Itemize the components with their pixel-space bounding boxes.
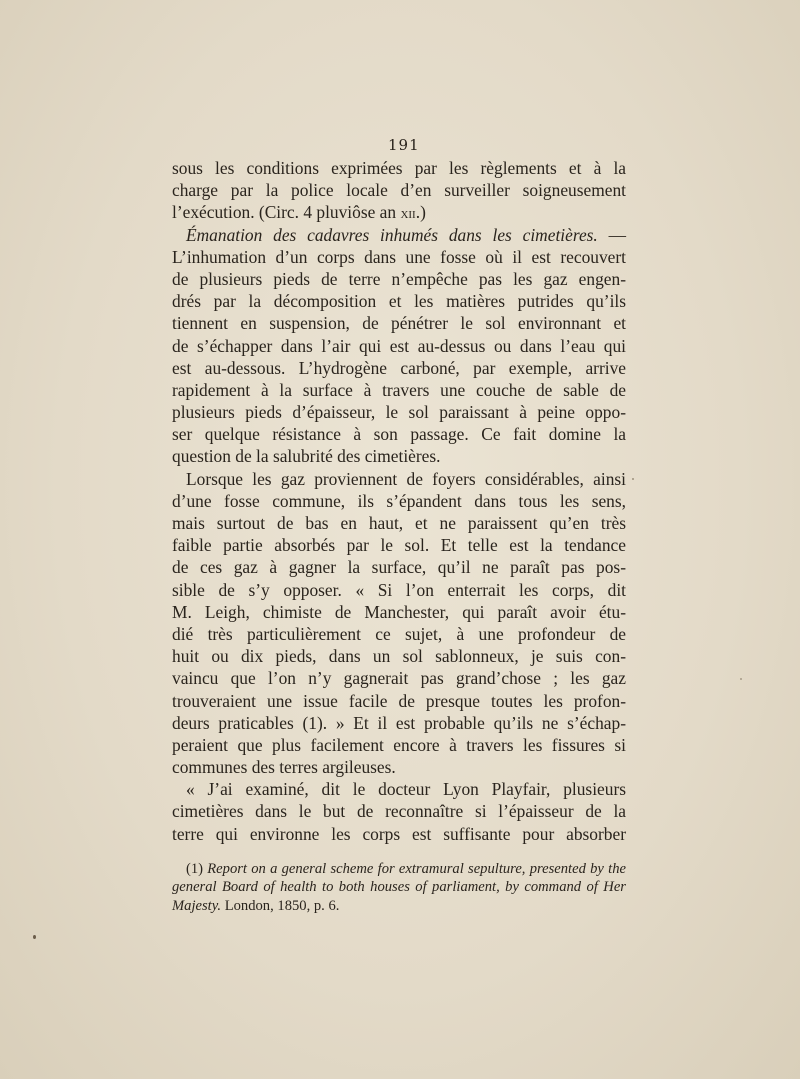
text-line: question de la salubrité des cimetières. xyxy=(172,446,441,467)
text-line: peraient que plus facilement encore à travers les fissures si xyxy=(172,734,626,755)
text-line: cimetières dans le but de reconnaître si l’épaisseur de la xyxy=(172,801,626,822)
paper-speck xyxy=(33,935,36,939)
text-line: est au-dessous. L’hydrogène carboné, par exemple, arrive xyxy=(172,357,626,378)
footnote-rest: London, 1850, p. 6. xyxy=(221,897,340,914)
text-line: sible de s’y opposer. « Si l’on enterrait les corps, dit xyxy=(172,579,626,600)
circ-prefix: l’exécution. (Circ. 4 pluviôse an xyxy=(172,202,401,223)
text-line: trouveraient une issue facile de presque toutes les profon- xyxy=(172,690,626,711)
text-line: communes des terres argileuses. xyxy=(172,757,396,778)
section-dash: — xyxy=(597,224,626,245)
footnote-line: general Board of health to both houses of parliament, by command of Her xyxy=(172,879,626,896)
text-line: Lorsque les gaz proviennent de foyers considérables, ainsi xyxy=(186,468,626,489)
text-line: mais surtout de bas en haut, et ne paraissent qu’en très xyxy=(172,513,626,533)
text-line: de s’échapper dans l’air qui est au-dessus ou dans l’eau qui xyxy=(172,335,626,356)
text-line: sous les conditions exprimées par les règlements et à la xyxy=(172,158,626,178)
text-line: huit ou dix pieds, dans un sol sablonneux, je suis con- xyxy=(172,646,626,667)
footnote-text: Report on a general scheme for extramural sepulture, presented by the xyxy=(207,861,626,877)
text-line: deurs praticables (1). » Et il est probable qu’ils ne s’échap- xyxy=(172,712,626,733)
footnote xyxy=(172,860,626,915)
footnote-line xyxy=(172,860,626,878)
text-line: vaincu que l’on n’y gagnerait pas grand’chose ; les gaz xyxy=(172,668,626,689)
text-line xyxy=(172,201,626,223)
text-line: faible partie absorbés par le sol. Et telle est la tendance xyxy=(172,535,626,556)
body-text xyxy=(172,157,626,845)
text-line: terre qui environne les corps est suffisante pour absorber xyxy=(172,823,626,844)
circ-year: xii xyxy=(400,206,416,223)
text-line: ser quelque résistance à son passage. Ce fait domine la xyxy=(172,424,626,445)
text-line: dié très particulièrement ce sujet, à une profondeur de xyxy=(172,623,626,644)
footnote-line xyxy=(172,897,626,915)
section-heading-line xyxy=(172,224,626,246)
text-line: rapidement à la surface à travers une couche de sable de xyxy=(172,379,626,400)
text-line: M. Leigh, chimiste de Manchester, qui paraît avoir étu- xyxy=(172,601,626,622)
page-number: 191 xyxy=(388,136,420,154)
circ-suffix: .) xyxy=(415,202,426,223)
text-line: L’inhumation d’un corps dans une fosse où il est recouvert xyxy=(172,246,626,267)
text-line: d’une fosse commune, ils s’épandent dans tous les sens, xyxy=(172,490,626,511)
footnote-italic: Majesty. xyxy=(172,897,222,914)
text-line: charge par la police locale d’en surveiller soigneusement xyxy=(172,180,626,201)
text-line: tiennent en suspension, de pénétrer le sol environnant et xyxy=(172,313,626,334)
text-line: drés par la décomposition et les matières putrides qu’ils xyxy=(172,291,626,312)
footnote-mark: (1) xyxy=(186,861,208,877)
section-heading: Émanation des cadavres inhumés dans les cimetières. xyxy=(186,224,598,245)
text-line: « J’ai examiné, dit le docteur Lyon Playfair, plusieurs xyxy=(186,779,626,800)
text-line: plusieurs pieds d’épaisseur, le sol paraissant à peine oppo- xyxy=(172,402,626,423)
text-line: de ces gaz à gagner la surface, qu’il ne paraît pas pos- xyxy=(172,557,626,578)
text-line: de plusieurs pieds de terre n’empêche pas les gaz engen- xyxy=(172,268,626,289)
paper-speck xyxy=(740,678,742,680)
paper-speck xyxy=(632,478,634,480)
